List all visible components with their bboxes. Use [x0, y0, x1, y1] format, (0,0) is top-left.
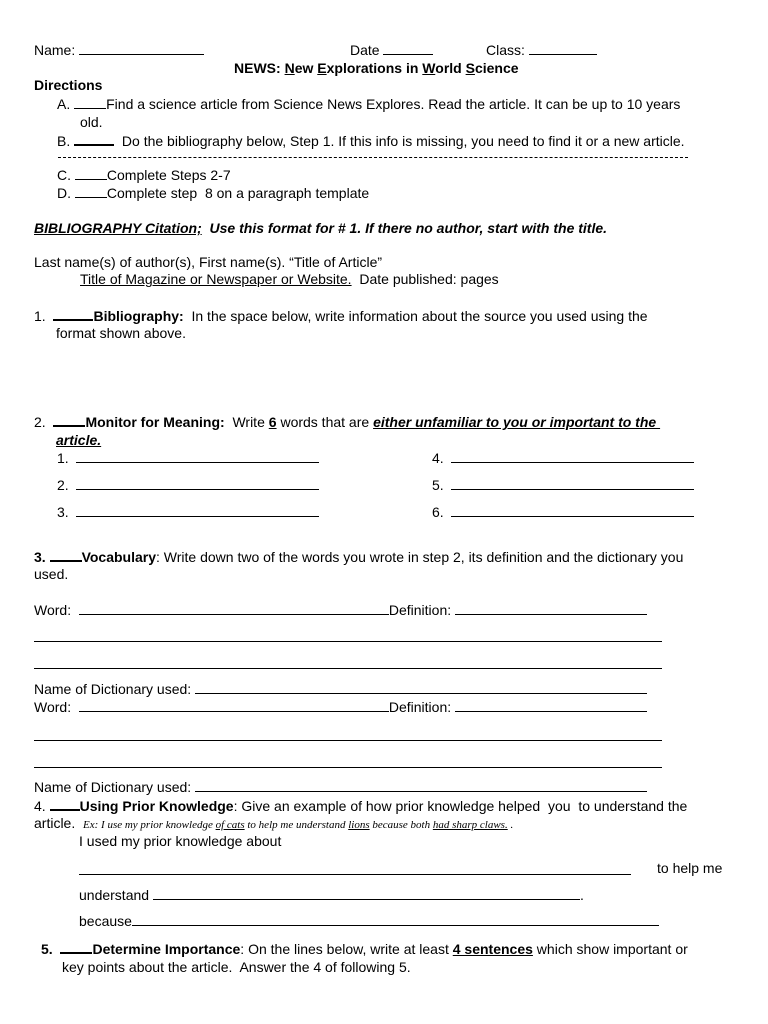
step-5-cont: key points about the article. Answer the 4 of following 5.	[62, 959, 411, 975]
definition-line[interactable]	[34, 668, 662, 669]
word-blank[interactable]	[79, 699, 389, 712]
bibliography-heading: BIBLIOGRAPHY Citation; Use this format for # 1. If there no author, start with the title.	[34, 220, 608, 236]
word-2-row: Word: Definition:	[34, 699, 647, 715]
word-blank[interactable]	[451, 477, 694, 490]
dictionary-blank[interactable]	[195, 681, 647, 694]
frame-line-3: understand .	[79, 887, 584, 903]
name-blank[interactable]	[79, 42, 204, 55]
direction-c: C. Complete Steps 2-7	[57, 167, 231, 183]
divider-line	[58, 157, 688, 158]
example-text: Ex: I use my prior knowledge of cats to help me understand lions because both had sharp claws. .	[83, 819, 514, 831]
step-1-cont: format shown above.	[56, 325, 186, 341]
word-blank[interactable]	[76, 504, 319, 517]
bibliography-format-2: Title of Magazine or Newspaper or Website. Date published: pages	[80, 271, 499, 287]
check-blank[interactable]	[50, 797, 80, 811]
definition-blank[interactable]	[455, 602, 647, 615]
understand-blank[interactable]	[153, 887, 580, 900]
class-blank[interactable]	[529, 42, 597, 55]
word-slot: 6.	[432, 504, 694, 520]
directions-heading: Directions	[34, 77, 103, 93]
word-blank[interactable]	[79, 602, 389, 615]
dictionary-2-row: Name of Dictionary used:	[34, 779, 647, 795]
step-3: 3. Vocabulary: Write down two of the words you wrote in step 2, its definition and the dictionary you	[34, 549, 684, 565]
word-1-row: Word: Definition:	[34, 602, 647, 618]
step-2-cont: article.	[56, 432, 102, 448]
check-blank[interactable]	[74, 132, 114, 146]
word-slot: 3.	[57, 504, 319, 520]
check-blank[interactable]	[53, 413, 85, 427]
word-slot: 1.	[57, 450, 319, 466]
check-blank[interactable]	[75, 185, 107, 198]
page-title: NEWS: New Explorations in World Science	[234, 60, 519, 76]
frame-line-2: to help me	[657, 860, 723, 876]
dictionary-blank[interactable]	[195, 779, 647, 792]
check-blank[interactable]	[60, 940, 92, 954]
word-slot: 2.	[57, 477, 319, 493]
prior-knowledge-line[interactable]	[79, 874, 631, 875]
direction-a: A. Find a science article from Science News Explores. Read the article. It can be up to 10 years	[57, 96, 681, 112]
word-blank[interactable]	[451, 504, 694, 517]
definition-line[interactable]	[34, 740, 662, 741]
step-4: 4. Using Prior Knowledge: Give an example of how prior knowledge helped you to understand the	[34, 798, 688, 814]
step-1: 1. Bibliography: In the space below, write information about the source you used using the	[34, 308, 648, 324]
step-4-cont: article. Ex: I use my prior knowledge of cats to help me understand lions because both had sharp claws. .	[34, 815, 514, 831]
name-label: Name:	[34, 42, 204, 58]
date-blank[interactable]	[383, 42, 433, 55]
word-slot: 5.	[432, 477, 694, 493]
step-5: 5. Determine Importance: On the lines below, write at least 4 sentences which show important or	[41, 941, 688, 957]
frame-line-1: I used my prior knowledge about	[79, 833, 282, 849]
step-3-cont: used.	[34, 566, 69, 582]
word-blank[interactable]	[76, 477, 319, 490]
check-blank[interactable]	[75, 167, 107, 180]
because-blank[interactable]	[132, 913, 659, 926]
class-label: Class:	[486, 42, 597, 58]
bibliography-format-1: Last name(s) of author(s), First name(s). “Title of Article”	[34, 254, 383, 270]
check-blank[interactable]	[74, 96, 106, 109]
word-slot: 4.	[432, 450, 694, 466]
step-2: 2. Monitor for Meaning: Write 6 words that are either unfamiliar to you or important to the	[34, 414, 661, 430]
definition-blank[interactable]	[455, 699, 647, 712]
check-blank[interactable]	[53, 307, 93, 321]
direction-d: D. Complete step 8 on a paragraph template	[57, 185, 370, 201]
word-blank[interactable]	[76, 450, 319, 463]
word-blank[interactable]	[451, 450, 694, 463]
direction-b: B. Do the bibliography below, Step 1. If this info is missing, you need to find it or a new article.	[57, 133, 685, 149]
frame-line-4: because	[79, 913, 659, 929]
date-label: Date	[350, 42, 433, 58]
definition-line[interactable]	[34, 641, 662, 642]
check-blank[interactable]	[50, 548, 82, 562]
dictionary-1-row: Name of Dictionary used:	[34, 681, 647, 697]
definition-line[interactable]	[34, 767, 662, 768]
direction-a-cont: old.	[80, 114, 103, 130]
